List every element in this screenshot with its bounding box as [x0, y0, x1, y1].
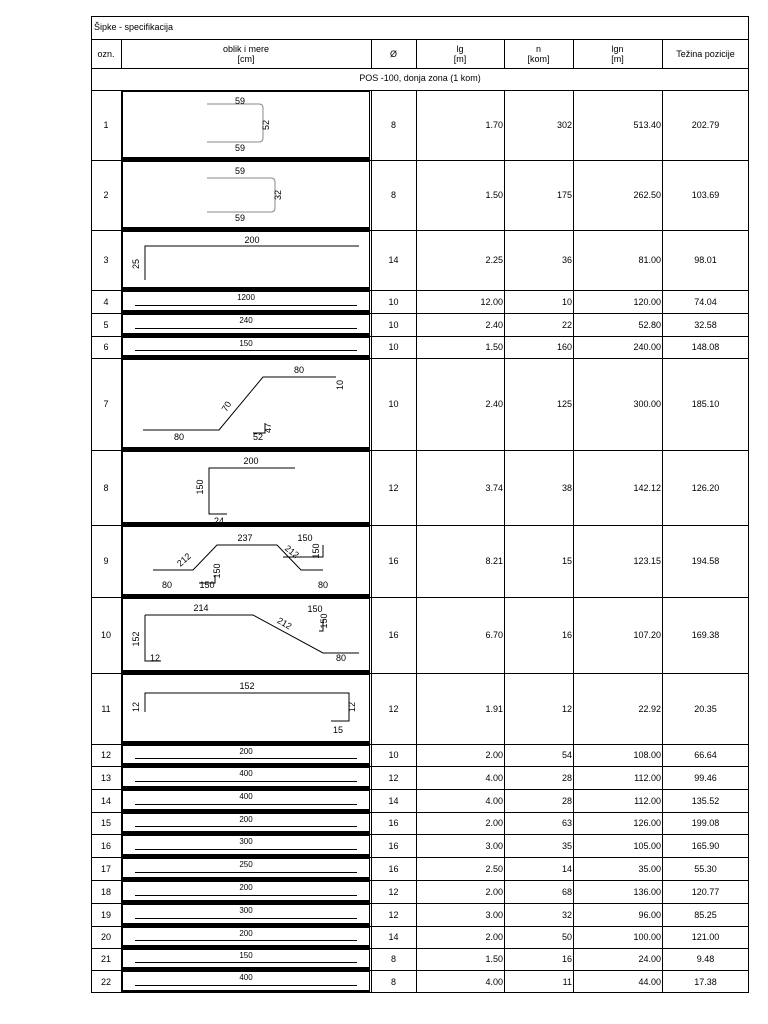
dimension-label: 52 [252, 432, 264, 442]
row-diameter: 10 [388, 342, 399, 352]
dimension-label: 80 [317, 580, 329, 590]
row-diameter: 14 [388, 255, 399, 265]
straight-bar-length: 150 [239, 951, 253, 960]
row-weight: 103.69 [691, 190, 720, 200]
dimension-label: 15 [332, 725, 344, 735]
dimension-label: 200 [243, 456, 259, 466]
row-count: 302 [556, 120, 572, 130]
row-weight: 202.79 [691, 120, 720, 130]
dimension-label: 80 [173, 432, 185, 442]
dimension-label: 24 [213, 516, 225, 526]
row-total-length: 240.00 [633, 342, 661, 352]
row-length: 2.00 [485, 750, 503, 760]
row-total-length: 112.00 [634, 795, 661, 806]
dimension-label: 214 [193, 603, 209, 613]
dimension-label: 70 [219, 399, 234, 414]
row-diameter: 14 [388, 932, 399, 942]
row-diameter: 10 [388, 319, 399, 330]
row-diameter: 12 [388, 703, 399, 714]
row-weight: 165.90 [691, 840, 720, 851]
sheet-title: Šipke - specifikacija [94, 22, 174, 32]
row-ozn: 8 [103, 482, 109, 493]
row-ozn: 1 [103, 120, 109, 130]
straight-bar-line [135, 872, 357, 873]
row-total-length: 107.20 [633, 630, 661, 640]
row-count: 16 [561, 630, 572, 640]
straight-bar-line [135, 826, 357, 827]
row-ozn: 20 [100, 932, 111, 942]
row-length: 2.25 [485, 255, 503, 265]
header-shape-line1: oblik i mere [222, 43, 269, 54]
row-total-length: 126.00 [633, 818, 661, 828]
section-title: POS -100, donja zona (1 kom) [359, 73, 481, 83]
row-total-length: 24.00 [638, 954, 661, 964]
straight-bar-length: 400 [239, 973, 253, 982]
rebar-shape-8 [122, 451, 370, 525]
row-ozn: 3 [103, 255, 109, 265]
row-total-length: 105.00 [633, 840, 661, 851]
row-count: 16 [561, 954, 572, 964]
row-total-length: 112.00 [634, 772, 661, 783]
dimension-label: 150 [212, 563, 222, 579]
row-weight: 194.58 [691, 556, 720, 566]
row-ozn: 7 [103, 399, 109, 409]
row-diameter: 12 [388, 772, 399, 783]
row-weight: 185.10 [691, 399, 720, 409]
row-weight: 98.01 [694, 255, 717, 265]
row-ozn: 11 [101, 703, 111, 714]
row-ozn: 6 [103, 342, 109, 352]
dimension-label: 150 [319, 613, 329, 629]
row-ozn: 10 [100, 630, 111, 640]
dimension-label: 10 [335, 379, 345, 391]
straight-bar-line [135, 940, 357, 941]
row-weight: 9.48 [696, 954, 715, 964]
dimension-label: 150 [195, 479, 205, 495]
dimension-label: 80 [335, 653, 347, 663]
row-ozn: 13 [100, 772, 111, 783]
header-length-line1: lg [456, 43, 464, 54]
row-count: 35 [561, 840, 572, 851]
row-total-length: 142.12 [633, 482, 661, 493]
row-ozn: 22 [100, 976, 111, 987]
straight-bar-length: 200 [239, 747, 253, 756]
dimension-label: 150 [311, 543, 321, 559]
rebar-shape-7 [122, 359, 370, 450]
dimension-label: 52 [261, 119, 271, 131]
row-count: 32 [561, 909, 572, 920]
row-length: 1.70 [485, 120, 503, 130]
row-count: 63 [561, 818, 572, 828]
row-weight: 20.35 [694, 703, 717, 714]
rebar-shape-4 [122, 291, 370, 313]
rebar-shape-17 [122, 858, 370, 880]
straight-bar-length: 1200 [237, 293, 255, 302]
row-weight: 120.77 [691, 886, 720, 897]
straight-bar-length: 200 [239, 815, 253, 824]
row-diameter: 10 [388, 296, 399, 307]
header-total-length [573, 39, 662, 68]
row-total-length: 136.00 [633, 886, 661, 897]
straight-bar-length: 240 [239, 316, 253, 325]
row-diameter: 16 [388, 630, 399, 640]
row-weight: 169.38 [691, 630, 720, 640]
row-diameter: 8 [390, 954, 396, 964]
rebar-shape-18 [122, 881, 370, 903]
row-count: 22 [561, 319, 572, 330]
row-length: 4.00 [485, 976, 503, 987]
table-rule [91, 68, 749, 69]
row-total-length: 44.00 [638, 976, 661, 987]
header-shape [121, 39, 371, 68]
row-count: 175 [556, 190, 572, 200]
shape-drawing [123, 675, 371, 742]
straight-bar-line [135, 781, 357, 782]
row-ozn: 5 [103, 319, 109, 330]
rebar-shape-10 [122, 598, 370, 673]
row-weight: 55.30 [694, 863, 717, 874]
row-ozn: 19 [100, 909, 111, 920]
straight-bar-line [135, 985, 357, 986]
shape-drawing [123, 232, 371, 288]
shape-drawing [123, 92, 371, 158]
row-ozn: 16 [100, 840, 111, 851]
rebar-shape-16 [122, 835, 370, 857]
straight-bar-line [135, 305, 357, 306]
row-length: 1.91 [485, 703, 503, 714]
row-diameter: 10 [388, 399, 399, 409]
row-total-length: 35.00 [638, 863, 661, 874]
row-total-length: 100.00 [633, 932, 661, 942]
row-ozn: 4 [103, 296, 109, 307]
row-total-length: 52.80 [638, 319, 661, 330]
rebar-shape-11 [122, 674, 370, 744]
straight-bar-length: 150 [239, 339, 253, 348]
row-count: 68 [561, 886, 572, 897]
row-length: 3.74 [485, 482, 503, 493]
header-length [416, 39, 504, 68]
header-ozn [91, 39, 121, 68]
rebar-shape-1 [122, 91, 370, 160]
row-length: 3.00 [485, 840, 503, 851]
row-weight: 74.04 [694, 296, 717, 307]
straight-bar-line [135, 849, 357, 850]
dimension-label: 12 [347, 701, 357, 713]
row-diameter: 12 [388, 482, 399, 493]
row-length: 1.50 [485, 954, 503, 964]
row-count: 54 [561, 750, 572, 760]
dimension-label: 150 [307, 604, 323, 614]
row-weight: 66.64 [694, 750, 717, 760]
row-count: 15 [561, 556, 572, 566]
row-length: 2.40 [485, 399, 503, 409]
straight-bar-line [135, 350, 357, 351]
row-total-length: 120.00 [633, 296, 661, 307]
dimension-label: 152 [239, 681, 255, 691]
rebar-shape-12 [122, 745, 370, 766]
straight-bar-line [135, 962, 357, 963]
row-length: 2.00 [485, 932, 503, 942]
row-weight: 17.38 [694, 976, 717, 987]
dimension-label: 200 [244, 235, 260, 245]
dimension-label: 150 [297, 533, 313, 543]
header-total-length-line2: [m] [611, 53, 624, 64]
row-length: 8.21 [485, 556, 503, 566]
row-count: 36 [561, 255, 572, 265]
bar-outline [145, 693, 349, 721]
row-total-length: 96.00 [638, 909, 661, 920]
row-ozn: 2 [103, 190, 109, 200]
row-length: 4.00 [485, 795, 503, 806]
bar-outline [143, 377, 336, 430]
row-count: 38 [561, 482, 572, 493]
shape-drawing [123, 162, 371, 228]
row-length: 6.70 [485, 630, 503, 640]
row-total-length: 123.15 [633, 556, 661, 566]
rebar-shape-6 [122, 337, 370, 358]
row-ozn: 9 [103, 556, 109, 566]
dimension-label: 59 [234, 166, 246, 176]
dimension-label: 212 [175, 551, 193, 569]
dimension-label: 25 [131, 258, 141, 270]
header-diameter-line1: Ø [389, 48, 397, 59]
row-length: 4.00 [485, 772, 503, 783]
dimension-label: 152 [131, 631, 141, 647]
dimension-label: 212 [282, 543, 301, 561]
straight-bar-line [135, 918, 357, 919]
header-count [504, 39, 573, 68]
row-diameter: 16 [388, 840, 399, 851]
dimension-label: 12 [131, 701, 141, 713]
row-length: 2.00 [485, 818, 503, 828]
dimension-label: 80 [161, 580, 173, 590]
row-weight: 148.08 [691, 342, 720, 352]
straight-bar-length: 300 [239, 837, 253, 846]
rebar-shape-20 [122, 927, 370, 948]
straight-bar-line [135, 895, 357, 896]
header-weight [662, 39, 749, 68]
bar-outline [207, 104, 263, 142]
row-ozn: 14 [100, 795, 111, 806]
row-count: 28 [561, 772, 572, 783]
row-diameter: 10 [388, 750, 399, 760]
straight-bar-line [135, 804, 357, 805]
straight-bar-length: 200 [239, 883, 253, 892]
bar-outline [209, 468, 295, 514]
row-length: 1.50 [485, 342, 503, 352]
bar-outline [207, 178, 275, 212]
row-diameter: 16 [388, 556, 399, 566]
row-total-length: 262.50 [633, 190, 661, 200]
header-ozn-line1: ozn. [97, 48, 115, 59]
row-weight: 121.00 [691, 932, 720, 942]
shape-drawing [123, 527, 371, 595]
straight-bar-length: 200 [239, 929, 253, 938]
header-shape-line2: [cm] [237, 53, 255, 64]
header-weight-line1: Težina pozicije [676, 48, 735, 59]
dimension-label: 32 [273, 189, 283, 201]
row-weight: 199.08 [691, 818, 720, 828]
dimension-label: 59 [234, 213, 246, 223]
row-count: 10 [561, 296, 572, 307]
rebar-shape-5 [122, 314, 370, 336]
row-total-length: 300.00 [633, 399, 661, 409]
row-count: 50 [561, 932, 572, 942]
row-diameter: 16 [388, 863, 399, 874]
dimension-label: 80 [293, 365, 305, 375]
straight-bar-length: 400 [239, 769, 253, 778]
row-diameter: 16 [388, 818, 399, 828]
row-diameter: 8 [390, 190, 396, 200]
row-length: 2.40 [485, 319, 503, 330]
rebar-shape-19 [122, 904, 370, 926]
dimension-label: 59 [234, 96, 246, 106]
rebar-shape-15 [122, 813, 370, 834]
row-weight: 99.46 [694, 772, 717, 783]
row-weight: 32.58 [694, 319, 717, 330]
header-total-length-line1: lgn [611, 43, 624, 54]
row-diameter: 12 [388, 909, 399, 920]
row-diameter: 8 [390, 976, 396, 987]
header-count-line1: n [535, 43, 541, 54]
dimension-label: 212 [275, 615, 294, 632]
row-weight: 135.52 [691, 795, 720, 806]
row-count: 125 [556, 399, 572, 409]
rebar-shape-2 [122, 161, 370, 230]
rebar-shape-9 [122, 526, 370, 597]
row-total-length: 22.92 [638, 703, 661, 714]
row-ozn: 15 [100, 818, 111, 828]
row-ozn: 21 [100, 954, 111, 964]
row-length: 2.50 [485, 863, 503, 874]
row-length: 3.00 [485, 909, 503, 920]
rebar-shape-3 [122, 231, 370, 290]
header-count-line2: [kom] [527, 53, 550, 64]
dimension-label: 12 [149, 653, 161, 663]
row-count: 11 [562, 976, 572, 987]
straight-bar-length: 400 [239, 792, 253, 801]
row-length: 2.00 [485, 886, 503, 897]
rebar-shape-13 [122, 767, 370, 789]
row-count: 160 [556, 342, 572, 352]
row-diameter: 14 [388, 795, 399, 806]
row-total-length: 81.00 [638, 255, 661, 265]
row-ozn: 12 [100, 750, 111, 760]
row-ozn: 17 [100, 863, 111, 874]
row-diameter: 12 [388, 886, 399, 897]
row-diameter: 8 [390, 120, 396, 130]
rebar-shape-21 [122, 949, 370, 970]
row-length: 12.00 [480, 296, 503, 307]
row-total-length: 513.40 [633, 120, 661, 130]
shape-drawing [123, 452, 371, 526]
straight-bar-length: 250 [239, 860, 253, 869]
dimension-label: 237 [237, 533, 253, 543]
row-length: 1.50 [485, 190, 503, 200]
straight-bar-line [135, 328, 357, 329]
row-ozn: 18 [100, 886, 111, 897]
header-length-line2: [m] [453, 53, 467, 64]
dimension-label: 59 [234, 143, 246, 153]
shape-drawing [123, 360, 371, 448]
row-total-length: 108.00 [633, 750, 661, 760]
row-weight: 126.20 [691, 482, 720, 493]
straight-bar-length: 300 [239, 906, 253, 915]
row-weight: 85.25 [694, 909, 717, 920]
dimension-label: 47 [263, 422, 273, 434]
rebar-shape-14 [122, 790, 370, 812]
header-diameter [371, 39, 416, 68]
row-count: 28 [561, 795, 572, 806]
dimension-label: 150 [199, 580, 215, 590]
bar-outline [145, 246, 359, 280]
rebar-shape-22 [122, 971, 370, 993]
straight-bar-line [135, 758, 357, 759]
row-count: 14 [561, 863, 572, 874]
row-count: 12 [561, 703, 572, 714]
shape-drawing [123, 599, 371, 671]
